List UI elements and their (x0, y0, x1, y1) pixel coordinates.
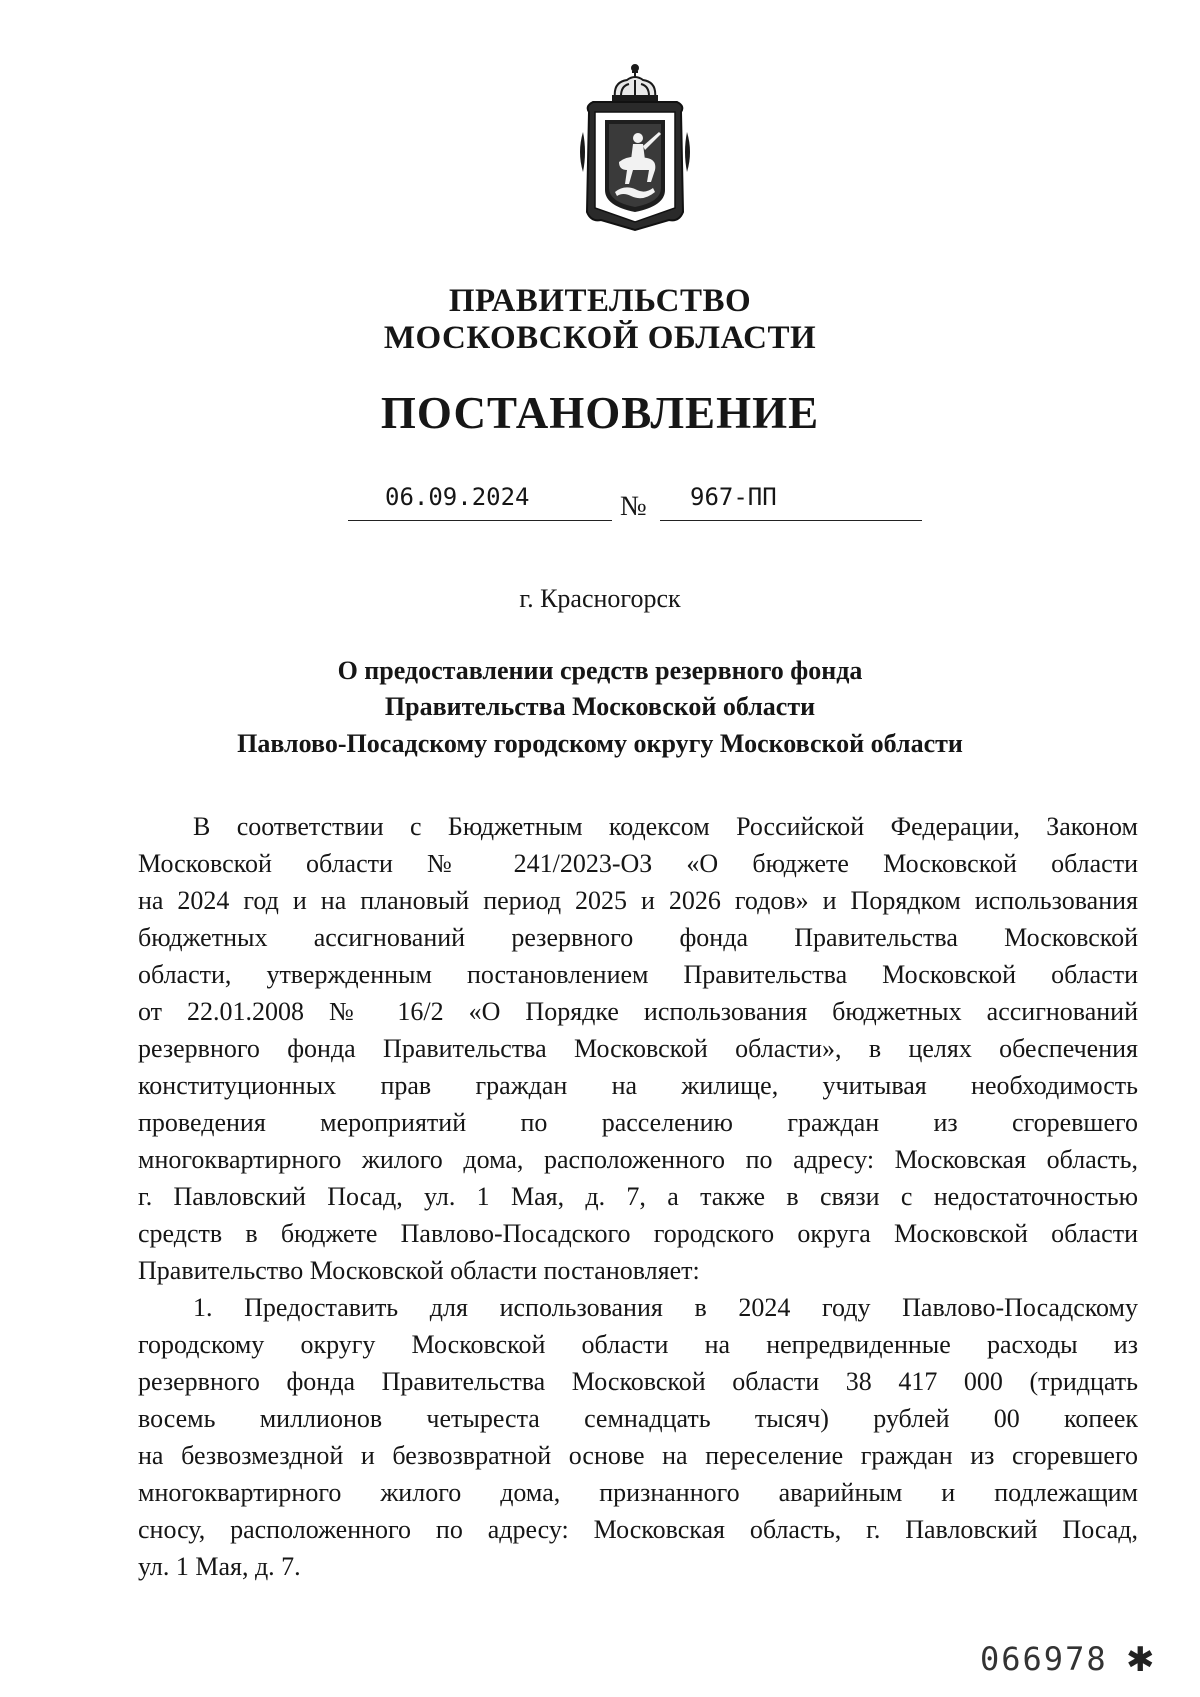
clause-line: городскому округу Московской области на непредвиденные расходы из (138, 1330, 1138, 1359)
body-line: многоквартирного жилого дома, расположенного по адресу: Московская область, (138, 1145, 1138, 1174)
number-underline (660, 520, 922, 521)
clause-line: восемь миллионов четыреста семнадцать тысяч) рублей 00 копеек (138, 1404, 1138, 1433)
body-line: средств в бюджете Павлово-Посадского городского округа Московской области (138, 1219, 1138, 1248)
document-type: ПОСТАНОВЛЕНИЕ (380, 388, 820, 438)
clause-line: резервного фонда Правительства Московской области 38 417 000 (тридцать (138, 1367, 1138, 1396)
body-line: Правительство Московской области постановляет: (138, 1256, 700, 1285)
clause-line: на безвозмездной и безвозвратной основе на переселение граждан из сгоревшего (138, 1441, 1138, 1470)
clause-line: сносу, расположенного по адресу: Московская область, г. Павловский Посад, (138, 1515, 1138, 1544)
body-line: на 2024 год и на плановый период 2025 и 2026 годов» и Порядком использования (138, 886, 1138, 915)
body-line: г. Павловский Посад, ул. 1 Мая, д. 7, а также в связи с недостаточностью (138, 1182, 1138, 1211)
city-of-issue: г. Красногорск (519, 584, 681, 613)
body-line: от 22.01.2008 № 16/2 «О Порядке использования бюджетных ассигнований (138, 997, 1138, 1026)
body-line: области, утвержденным постановлением Правительства Московской области (138, 960, 1138, 989)
serial-number: 066978 (980, 1640, 1108, 1678)
date-underline (348, 520, 612, 521)
body-line: бюджетных ассигнований резервного фонда Правительства Московской (138, 923, 1138, 952)
body-line: В соответствии с Бюджетным кодексом Российской Федерации, Законом (193, 812, 1138, 841)
clause-line: многоквартирного жилого дома, признанного аварийным и подлежащим (138, 1478, 1138, 1507)
organization-name-line-2: МОСКОВСКОЙ ОБЛАСТИ (383, 320, 817, 356)
body-line: проведения мероприятий по расселению граждан из сгоревшего (138, 1108, 1138, 1137)
organization-name-line-1: ПРАВИТЕЛЬСТВО (448, 283, 752, 319)
body-line: конституционных прав граждан на жилище, учитывая необходимость (138, 1071, 1138, 1100)
document-title-line: О предоставлении средств резервного фонда (337, 656, 863, 685)
body-line: Московской области № 241/2023-ОЗ «О бюджете Московской области (138, 849, 1138, 878)
document-title-line: Правительства Московской области (384, 692, 816, 721)
star-mark-icon: ✱ (1126, 1642, 1155, 1679)
document-date: 06.09.2024 (385, 483, 530, 511)
clause-line: 1. Предоставить для использования в 2024 году Павлово-Посадскому (193, 1293, 1138, 1322)
number-sign: № (620, 491, 647, 522)
coat-of-arms-emblem (575, 62, 695, 232)
clause-line: ул. 1 Мая, д. 7. (138, 1552, 301, 1581)
document-number: 967-ПП (690, 483, 777, 511)
body-line: резервного фонда Правительства Московской области», в целях обеспечения (138, 1034, 1138, 1063)
document-title-line: Павлово-Посадскому городскому округу Московской области (237, 729, 963, 758)
